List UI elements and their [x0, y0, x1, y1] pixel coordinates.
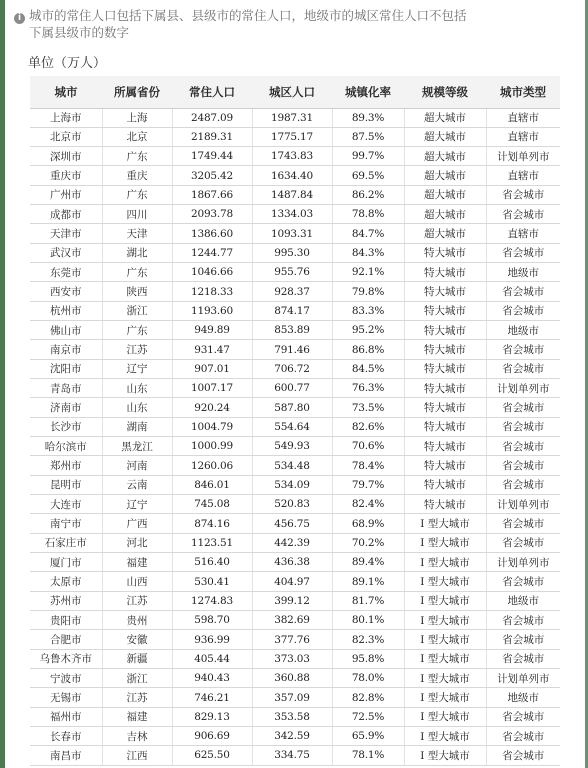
cell-urbanization-rate: 79.8% — [332, 282, 404, 301]
table-row — [30, 514, 560, 533]
col-header-urban-pop: 城区人口 — [252, 76, 332, 108]
cell-city: 福州市 — [30, 707, 102, 726]
cell-resident-pop: 1007.17 — [172, 379, 252, 398]
cell-urbanization-rate: 99.7% — [332, 147, 404, 166]
cell-urban-pop: 520.83 — [252, 495, 332, 514]
cell-scale-grade: I 型大城市 — [404, 707, 486, 726]
cell-scale-grade: 特大城市 — [404, 321, 486, 340]
cell-resident-pop: 906.69 — [172, 727, 252, 746]
cell-scale-grade: I 型大城市 — [404, 611, 486, 630]
cell-resident-pop: 920.24 — [172, 398, 252, 417]
cell-city-type: 直辖市 — [486, 127, 560, 146]
cell-city-type: 省会城市 — [486, 340, 560, 359]
cell-scale-grade: 超大城市 — [404, 147, 486, 166]
cell-scale-grade: I 型大城市 — [404, 746, 486, 765]
table-row — [30, 301, 560, 320]
cell-province: 广东 — [102, 185, 172, 204]
cell-city-type: 省会城市 — [486, 649, 560, 668]
cell-urban-pop: 791.46 — [252, 340, 332, 359]
cell-city-type: 省会城市 — [486, 437, 560, 456]
cell-scale-grade: I 型大城市 — [404, 669, 486, 688]
cell-city: 南京市 — [30, 340, 102, 359]
cell-city-type: 地级市 — [486, 321, 560, 340]
cell-urban-pop: 1334.03 — [252, 205, 332, 224]
cell-resident-pop: 936.99 — [172, 630, 252, 649]
cell-city-type: 计划单列市 — [486, 495, 560, 514]
cell-resident-pop: 846.01 — [172, 475, 252, 494]
cell-resident-pop: 2093.78 — [172, 205, 252, 224]
cell-city: 天津市 — [30, 224, 102, 243]
info-icon: i — [14, 13, 25, 24]
cell-province: 湖南 — [102, 417, 172, 436]
cell-resident-pop: 2189.31 — [172, 127, 252, 146]
col-header-city: 城市 — [30, 76, 102, 108]
cell-province: 江西 — [102, 746, 172, 765]
table-row — [30, 572, 560, 591]
table-row — [30, 359, 560, 378]
cell-resident-pop: 746.21 — [172, 688, 252, 707]
cell-urbanization-rate: 78.8% — [332, 205, 404, 224]
cell-city: 广州市 — [30, 185, 102, 204]
cell-province: 广东 — [102, 321, 172, 340]
cell-province: 陕西 — [102, 282, 172, 301]
cell-urbanization-rate: 84.5% — [332, 359, 404, 378]
cell-urban-pop: 874.17 — [252, 301, 332, 320]
cell-city: 西安市 — [30, 282, 102, 301]
cell-scale-grade: 特大城市 — [404, 417, 486, 436]
cell-scale-grade: I 型大城市 — [404, 591, 486, 610]
cell-province: 江苏 — [102, 340, 172, 359]
cell-urban-pop: 549.93 — [252, 437, 332, 456]
cell-city-type: 直辖市 — [486, 224, 560, 243]
cell-province: 广东 — [102, 263, 172, 282]
cell-city-type: 地级市 — [486, 688, 560, 707]
col-header-province: 所属省份 — [102, 76, 172, 108]
footnote — [14, 7, 534, 41]
cell-urban-pop: 995.30 — [252, 243, 332, 262]
cell-urban-pop: 399.12 — [252, 591, 332, 610]
table-row — [30, 282, 560, 301]
table-row — [30, 553, 560, 572]
footnote-line-2: 下属县级市的数字 — [29, 25, 130, 40]
cell-province: 广东 — [102, 147, 172, 166]
cell-urban-pop: 600.77 — [252, 379, 332, 398]
cell-urban-pop: 1093.31 — [252, 224, 332, 243]
cell-city: 合肥市 — [30, 630, 102, 649]
unit-label: 单位（万人） — [28, 56, 107, 71]
cell-resident-pop: 931.47 — [172, 340, 252, 359]
cell-city: 郑州市 — [30, 456, 102, 475]
cell-urbanization-rate: 76.3% — [332, 379, 404, 398]
cell-urban-pop: 853.89 — [252, 321, 332, 340]
cell-urbanization-rate: 89.3% — [332, 108, 404, 127]
cell-province: 安徽 — [102, 630, 172, 649]
cell-scale-grade: I 型大城市 — [404, 649, 486, 668]
cell-city: 太原市 — [30, 572, 102, 591]
cell-resident-pop: 874.16 — [172, 514, 252, 533]
cell-urbanization-rate: 84.3% — [332, 243, 404, 262]
table-row — [30, 495, 560, 514]
cell-city: 长春市 — [30, 727, 102, 746]
cell-urbanization-rate: 86.8% — [332, 340, 404, 359]
cell-city-type: 省会城市 — [486, 243, 560, 262]
cell-urbanization-rate: 82.8% — [332, 688, 404, 707]
cell-city: 成都市 — [30, 205, 102, 224]
cell-urbanization-rate: 86.2% — [332, 185, 404, 204]
cell-urban-pop: 436.38 — [252, 553, 332, 572]
cell-city-type: 省会城市 — [486, 707, 560, 726]
cell-urbanization-rate: 89.4% — [332, 553, 404, 572]
cell-city-type: 省会城市 — [486, 185, 560, 204]
cell-province: 四川 — [102, 205, 172, 224]
table-row — [30, 611, 560, 630]
cell-scale-grade: I 型大城市 — [404, 514, 486, 533]
cell-city-type: 省会城市 — [486, 359, 560, 378]
city-population-table — [30, 76, 560, 766]
cell-urban-pop: 928.37 — [252, 282, 332, 301]
cell-city: 武汉市 — [30, 243, 102, 262]
cell-resident-pop: 625.50 — [172, 746, 252, 765]
cell-city-type: 省会城市 — [486, 727, 560, 746]
cell-city-type: 计划单列市 — [486, 669, 560, 688]
table-row — [30, 456, 560, 475]
cell-urbanization-rate: 92.1% — [332, 263, 404, 282]
cell-city-type: 省会城市 — [486, 514, 560, 533]
cell-province: 江苏 — [102, 688, 172, 707]
cell-city: 哈尔滨市 — [30, 437, 102, 456]
cell-urban-pop: 955.76 — [252, 263, 332, 282]
table-row — [30, 127, 560, 146]
cell-urbanization-rate: 65.9% — [332, 727, 404, 746]
table-row — [30, 417, 560, 436]
cell-scale-grade: I 型大城市 — [404, 572, 486, 591]
cell-scale-grade: 特大城市 — [404, 263, 486, 282]
cell-resident-pop: 907.01 — [172, 359, 252, 378]
cell-province: 上海 — [102, 108, 172, 127]
cell-scale-grade: 特大城市 — [404, 301, 486, 320]
cell-city-type: 省会城市 — [486, 282, 560, 301]
cell-city: 乌鲁木齐市 — [30, 649, 102, 668]
cell-province: 吉林 — [102, 727, 172, 746]
cell-city: 大连市 — [30, 495, 102, 514]
cell-scale-grade: 特大城市 — [404, 475, 486, 494]
cell-city-type: 计划单列市 — [486, 147, 560, 166]
cell-resident-pop: 1046.66 — [172, 263, 252, 282]
cell-resident-pop: 405.44 — [172, 649, 252, 668]
cell-urban-pop: 404.97 — [252, 572, 332, 591]
cell-city: 沈阳市 — [30, 359, 102, 378]
cell-province: 辽宁 — [102, 359, 172, 378]
cell-scale-grade: 超大城市 — [404, 224, 486, 243]
cell-urban-pop: 587.80 — [252, 398, 332, 417]
cell-city: 昆明市 — [30, 475, 102, 494]
cell-resident-pop: 3205.42 — [172, 166, 252, 185]
cell-resident-pop: 598.70 — [172, 611, 252, 630]
cell-urbanization-rate: 89.1% — [332, 572, 404, 591]
table-row — [30, 669, 560, 688]
table-row — [30, 340, 560, 359]
cell-city: 厦门市 — [30, 553, 102, 572]
cell-scale-grade: I 型大城市 — [404, 630, 486, 649]
cell-urbanization-rate: 70.2% — [332, 533, 404, 552]
table-row — [30, 205, 560, 224]
cell-urbanization-rate: 95.8% — [332, 649, 404, 668]
cell-city-type: 地级市 — [486, 263, 560, 282]
cell-resident-pop: 1274.83 — [172, 591, 252, 610]
cell-scale-grade: 超大城市 — [404, 127, 486, 146]
col-header-scale-grade: 规模等级 — [404, 76, 486, 108]
cell-scale-grade: I 型大城市 — [404, 727, 486, 746]
cell-city-type: 计划单列市 — [486, 379, 560, 398]
cell-urbanization-rate: 73.5% — [332, 398, 404, 417]
cell-resident-pop: 1244.77 — [172, 243, 252, 262]
table-row — [30, 263, 560, 282]
cell-scale-grade: 特大城市 — [404, 359, 486, 378]
cell-scale-grade: 特大城市 — [404, 456, 486, 475]
cell-province: 河南 — [102, 456, 172, 475]
cell-urbanization-rate: 78.0% — [332, 669, 404, 688]
table-row — [30, 243, 560, 262]
cell-urban-pop: 534.48 — [252, 456, 332, 475]
cell-province: 广西 — [102, 514, 172, 533]
cell-resident-pop: 530.41 — [172, 572, 252, 591]
cell-scale-grade: 特大城市 — [404, 243, 486, 262]
cell-province: 贵州 — [102, 611, 172, 630]
cell-city: 东莞市 — [30, 263, 102, 282]
cell-resident-pop: 1218.33 — [172, 282, 252, 301]
cell-province: 黑龙江 — [102, 437, 172, 456]
cell-urban-pop: 554.64 — [252, 417, 332, 436]
cell-city-type: 省会城市 — [486, 205, 560, 224]
cell-province: 河北 — [102, 533, 172, 552]
cell-urbanization-rate: 83.3% — [332, 301, 404, 320]
cell-province: 北京 — [102, 127, 172, 146]
cell-urban-pop: 442.39 — [252, 533, 332, 552]
cell-resident-pop: 2487.09 — [172, 108, 252, 127]
cell-resident-pop: 516.40 — [172, 553, 252, 572]
cell-city: 南昌市 — [30, 746, 102, 765]
cell-city: 杭州市 — [30, 301, 102, 320]
cell-city-type: 省会城市 — [486, 533, 560, 552]
cell-scale-grade: 特大城市 — [404, 282, 486, 301]
cell-urbanization-rate: 95.2% — [332, 321, 404, 340]
table-row — [30, 727, 560, 746]
cell-province: 山东 — [102, 379, 172, 398]
cell-province: 浙江 — [102, 669, 172, 688]
cell-urban-pop: 357.09 — [252, 688, 332, 707]
cell-urban-pop: 1634.40 — [252, 166, 332, 185]
cell-province: 新疆 — [102, 649, 172, 668]
cell-resident-pop: 940.43 — [172, 669, 252, 688]
cell-province: 福建 — [102, 707, 172, 726]
cell-resident-pop: 1000.99 — [172, 437, 252, 456]
cell-urbanization-rate: 84.7% — [332, 224, 404, 243]
cell-resident-pop: 1193.60 — [172, 301, 252, 320]
cell-urban-pop: 1487.84 — [252, 185, 332, 204]
cell-urban-pop: 706.72 — [252, 359, 332, 378]
cell-urban-pop: 360.88 — [252, 669, 332, 688]
cell-urbanization-rate: 70.6% — [332, 437, 404, 456]
cell-urban-pop: 1775.17 — [252, 127, 332, 146]
cell-city: 苏州市 — [30, 591, 102, 610]
cell-scale-grade: I 型大城市 — [404, 688, 486, 707]
table-row — [30, 321, 560, 340]
cell-province: 山西 — [102, 572, 172, 591]
cell-city: 济南市 — [30, 398, 102, 417]
cell-province: 山东 — [102, 398, 172, 417]
col-header-resident-pop: 常住人口 — [172, 76, 252, 108]
cell-province: 湖北 — [102, 243, 172, 262]
cell-urbanization-rate: 81.7% — [332, 591, 404, 610]
cell-city-type: 省会城市 — [486, 417, 560, 436]
table-row — [30, 437, 560, 456]
cell-city-type: 省会城市 — [486, 746, 560, 765]
cell-urbanization-rate: 72.5% — [332, 707, 404, 726]
cell-scale-grade: 超大城市 — [404, 166, 486, 185]
cell-city: 佛山市 — [30, 321, 102, 340]
cell-province: 天津 — [102, 224, 172, 243]
cell-resident-pop: 1004.79 — [172, 417, 252, 436]
cell-city-type: 省会城市 — [486, 301, 560, 320]
cell-city-type: 直辖市 — [486, 166, 560, 185]
cell-urbanization-rate: 78.4% — [332, 456, 404, 475]
cell-city-type: 省会城市 — [486, 398, 560, 417]
cell-province: 重庆 — [102, 166, 172, 185]
table-row — [30, 533, 560, 552]
cell-urbanization-rate: 82.4% — [332, 495, 404, 514]
cell-urbanization-rate: 82.6% — [332, 417, 404, 436]
table-row — [30, 591, 560, 610]
cell-city: 青岛市 — [30, 379, 102, 398]
table-row — [30, 475, 560, 494]
cell-urbanization-rate: 79.7% — [332, 475, 404, 494]
cell-city: 深圳市 — [30, 147, 102, 166]
cell-city: 北京市 — [30, 127, 102, 146]
cell-resident-pop: 1749.44 — [172, 147, 252, 166]
cell-scale-grade: I 型大城市 — [404, 553, 486, 572]
table-row — [30, 688, 560, 707]
cell-province: 辽宁 — [102, 495, 172, 514]
cell-city-type: 直辖市 — [486, 108, 560, 127]
cell-resident-pop: 745.08 — [172, 495, 252, 514]
table-row — [30, 398, 560, 417]
table-row — [30, 379, 560, 398]
cell-city-type: 省会城市 — [486, 475, 560, 494]
footnote-line-1: 城市的常住人口包括下属县、县级市的常住人口，地级市的城区常住人口不包括 — [29, 8, 467, 23]
col-header-urbanization-rate: 城镇化率 — [332, 76, 404, 108]
cell-scale-grade: 特大城市 — [404, 379, 486, 398]
cell-province: 浙江 — [102, 301, 172, 320]
table-row — [30, 630, 560, 649]
cell-city-type: 省会城市 — [486, 572, 560, 591]
cell-scale-grade: I 型大城市 — [404, 533, 486, 552]
cell-urban-pop: 456.75 — [252, 514, 332, 533]
table-row — [30, 649, 560, 668]
cell-urbanization-rate: 87.5% — [332, 127, 404, 146]
cell-resident-pop: 1123.51 — [172, 533, 252, 552]
cell-scale-grade: 特大城市 — [404, 437, 486, 456]
cell-city: 贵阳市 — [30, 611, 102, 630]
cell-resident-pop: 949.89 — [172, 321, 252, 340]
cell-province: 江苏 — [102, 591, 172, 610]
table-row — [30, 746, 560, 765]
cell-city: 无锡市 — [30, 688, 102, 707]
cell-urban-pop: 382.69 — [252, 611, 332, 630]
cell-scale-grade: 超大城市 — [404, 205, 486, 224]
cell-city: 长沙市 — [30, 417, 102, 436]
table-header-row — [30, 76, 560, 108]
cell-urban-pop: 377.76 — [252, 630, 332, 649]
cell-urbanization-rate: 82.3% — [332, 630, 404, 649]
cell-city-type: 计划单列市 — [486, 553, 560, 572]
cell-city-type: 地级市 — [486, 591, 560, 610]
cell-scale-grade: 特大城市 — [404, 340, 486, 359]
cell-urban-pop: 1743.83 — [252, 147, 332, 166]
cell-city: 石家庄市 — [30, 533, 102, 552]
cell-urban-pop: 1987.31 — [252, 108, 332, 127]
cell-scale-grade: 特大城市 — [404, 398, 486, 417]
cell-resident-pop: 1386.60 — [172, 224, 252, 243]
cell-scale-grade: 超大城市 — [404, 185, 486, 204]
table-row — [30, 108, 560, 127]
table-row — [30, 166, 560, 185]
cell-urban-pop: 373.03 — [252, 649, 332, 668]
table-row — [30, 224, 560, 243]
left-accent-bar — [0, 0, 5, 768]
cell-resident-pop: 1867.66 — [172, 185, 252, 204]
cell-city-type: 省会城市 — [486, 611, 560, 630]
cell-urban-pop: 334.75 — [252, 746, 332, 765]
table-row — [30, 185, 560, 204]
cell-urbanization-rate: 68.9% — [332, 514, 404, 533]
cell-province: 福建 — [102, 553, 172, 572]
cell-city: 宁波市 — [30, 669, 102, 688]
table-row — [30, 147, 560, 166]
cell-urbanization-rate: 69.5% — [332, 166, 404, 185]
cell-city: 上海市 — [30, 108, 102, 127]
cell-scale-grade: 超大城市 — [404, 108, 486, 127]
cell-city: 重庆市 — [30, 166, 102, 185]
cell-city-type: 省会城市 — [486, 456, 560, 475]
cell-resident-pop: 829.13 — [172, 707, 252, 726]
cell-province: 云南 — [102, 475, 172, 494]
cell-city-type: 省会城市 — [486, 630, 560, 649]
cell-scale-grade: 特大城市 — [404, 495, 486, 514]
cell-urbanization-rate: 80.1% — [332, 611, 404, 630]
col-header-city-type: 城市类型 — [486, 76, 560, 108]
cell-urban-pop: 534.09 — [252, 475, 332, 494]
table-row — [30, 707, 560, 726]
cell-resident-pop: 1260.06 — [172, 456, 252, 475]
cell-urban-pop: 353.58 — [252, 707, 332, 726]
cell-city: 南宁市 — [30, 514, 102, 533]
cell-urbanization-rate: 78.1% — [332, 746, 404, 765]
cell-urban-pop: 342.59 — [252, 727, 332, 746]
